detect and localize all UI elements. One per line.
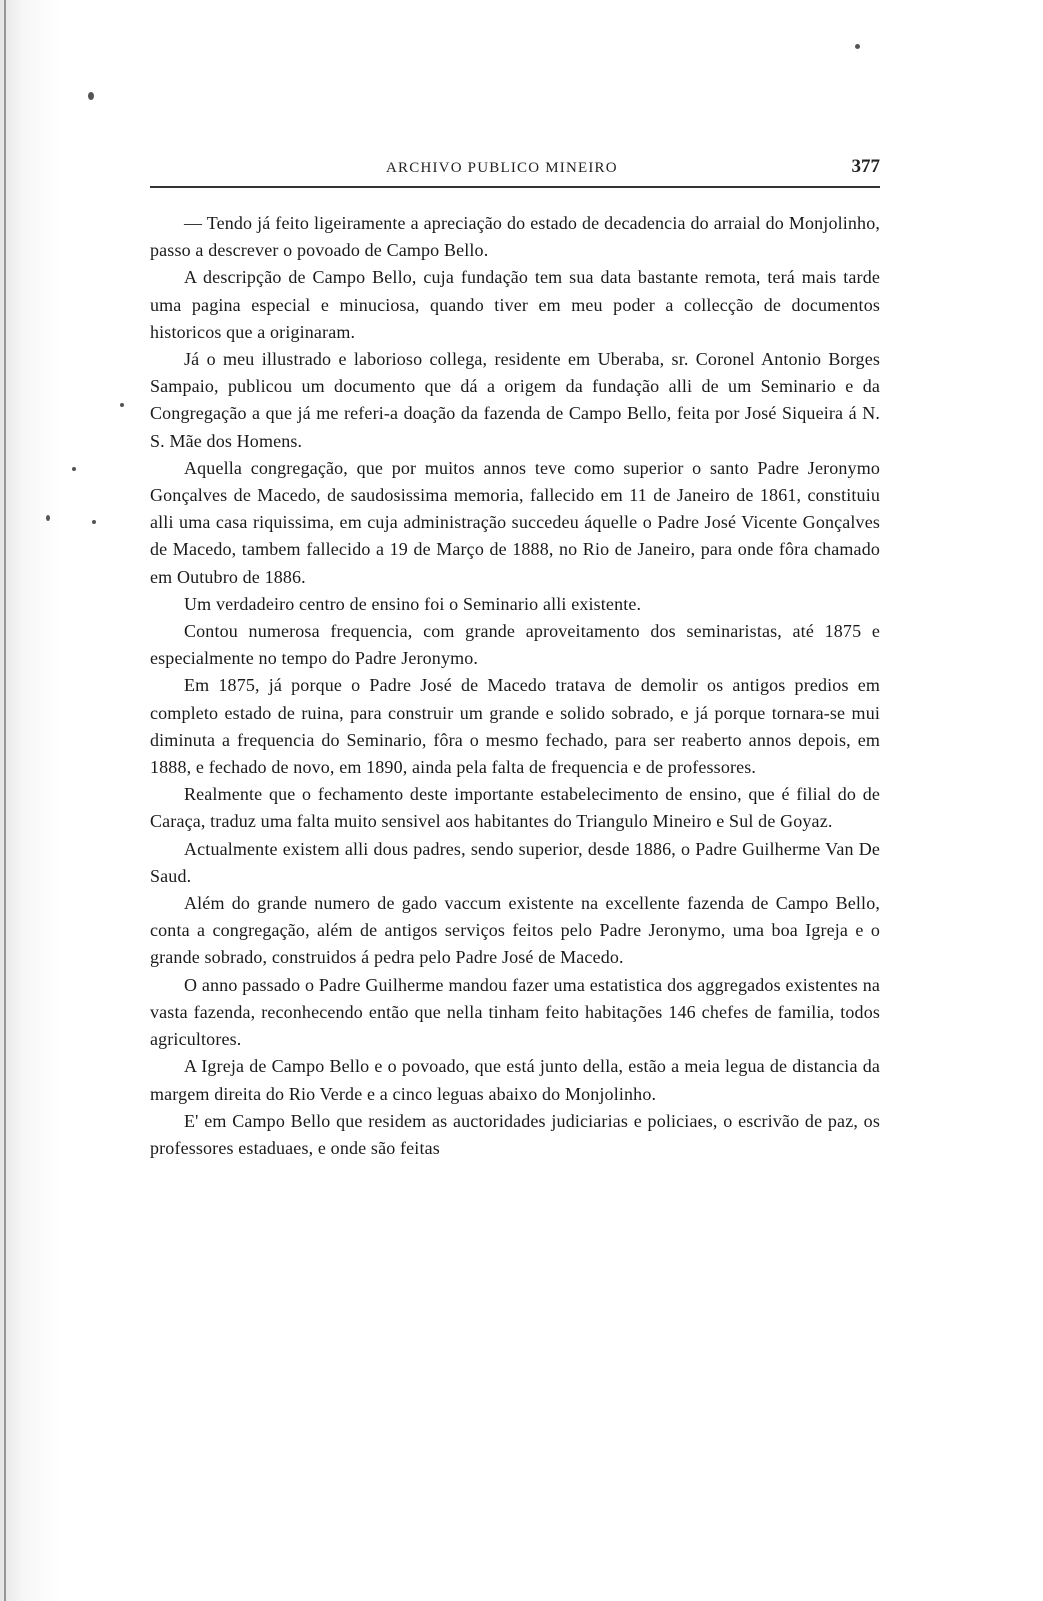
paragraph: A descripção de Campo Bello, cuja fundação tem sua data bastante remota, terá mais tarde uma pagina especial e minuciosa, quando tiver em meu poder a collecção de documentos historicos que a originaram.	[150, 267, 880, 342]
paragraph: A Igreja de Campo Bello e o povoado, que está junto della, estão a meia legua de distancia da margem direita do Rio Verde e a cinco leguas abaixo do Monjolinho.	[150, 1056, 880, 1104]
scan-edge-shadow	[0, 0, 60, 1601]
scan-speck	[855, 44, 860, 49]
running-head: ARCHIVO PUBLICO MINEIRO	[386, 160, 618, 176]
body-text	[150, 210, 880, 1162]
paragraph: — Tendo já feito ligeiramente a apreciação do estado de decadencia do arraial do Monjolinho, passo a descrever o povoado de Campo Bello.	[150, 213, 880, 261]
scan-speck	[88, 92, 94, 100]
paragraph: E' em Campo Bello que residem as auctoridades judiciarias e policiaes, o escrivão de paz, os professores estaduaes, e onde são feitas	[150, 1110, 880, 1158]
paragraph: Em 1875, já porque o Padre José de Macedo tratava de demolir os antigos predios em completo estado de ruina, para construir um grande e solido sobrado, e já porque tornara-se mui diminuta a frequencia do Seminario, fôra o mesmo fechado, para ser reaberto annos depois, em 1888, e fechado de novo, em 1890, ainda pela falta de frequencia e de professores.	[150, 675, 880, 778]
paragraph: Além do grande numero de gado vaccum existente na excellente fazenda de Campo Bello, conta a congregação, além de antigos serviços feitos pelo Padre Jeronymo, uma boa Igreja e o grande sobrado, construidos á pedra pelo Padre José de Macedo.	[150, 893, 880, 968]
paragraph: Realmente que o fechamento deste importante estabelecimento de ensino, que é filial do de Caraça, traduz uma falta muito sensivel aos habitantes do Triangulo Mineiro e Sul de Goyaz.	[150, 784, 880, 832]
page-header	[150, 152, 880, 182]
paragraph: Aquella congregação, que por muitos annos teve como superior o santo Padre Jeronymo Gonçalves de Macedo, de saudosissima memoria, fallecido em 11 de Janeiro de 1861, constituiu alli uma casa riquissima, em cuja administração succedeu áquelle o Padre José Vicente Gonçalves de Macedo, tambem fallecido a 19 de Março de 1888, no Rio de Janeiro, para onde fôra chamado em Outubro de 1886.	[150, 457, 880, 587]
scan-speck	[120, 403, 124, 407]
paragraph: Já o meu illustrado e laborioso collega, residente em Uberaba, sr. Coronel Antonio Borges Sampaio, publicou um documento que dá a origem da fundação alli de um Seminario e da Congregação a que já me referi-a doação da fazenda de Campo Bello, feita por José Siqueira á N. S. Mãe dos Homens.	[150, 349, 880, 451]
paragraph: Contou numerosa frequencia, com grande aproveitamento dos seminaristas, até 1875 e especialmente no tempo do Padre Jeronymo.	[150, 621, 880, 669]
header-rule	[150, 186, 880, 188]
scan-speck	[72, 467, 76, 471]
page-number: 377	[851, 156, 880, 177]
paragraph: Um verdadeiro centro de ensino foi o Seminario alli existente.	[184, 593, 642, 614]
paragraph: O anno passado o Padre Guilherme mandou fazer uma estatistica dos aggregados existentes na vasta fazenda, reconhecendo então que nella tinham feito habitações 146 chefes de familia, todos agricultores.	[150, 974, 880, 1050]
paragraph: Actualmente existem alli dous padres, sendo superior, desde 1886, o Padre Guilherme Van De Saud.	[150, 838, 880, 886]
scan-edge-line	[4, 0, 6, 1601]
scan-speck	[92, 520, 96, 524]
scan-speck	[46, 515, 50, 521]
